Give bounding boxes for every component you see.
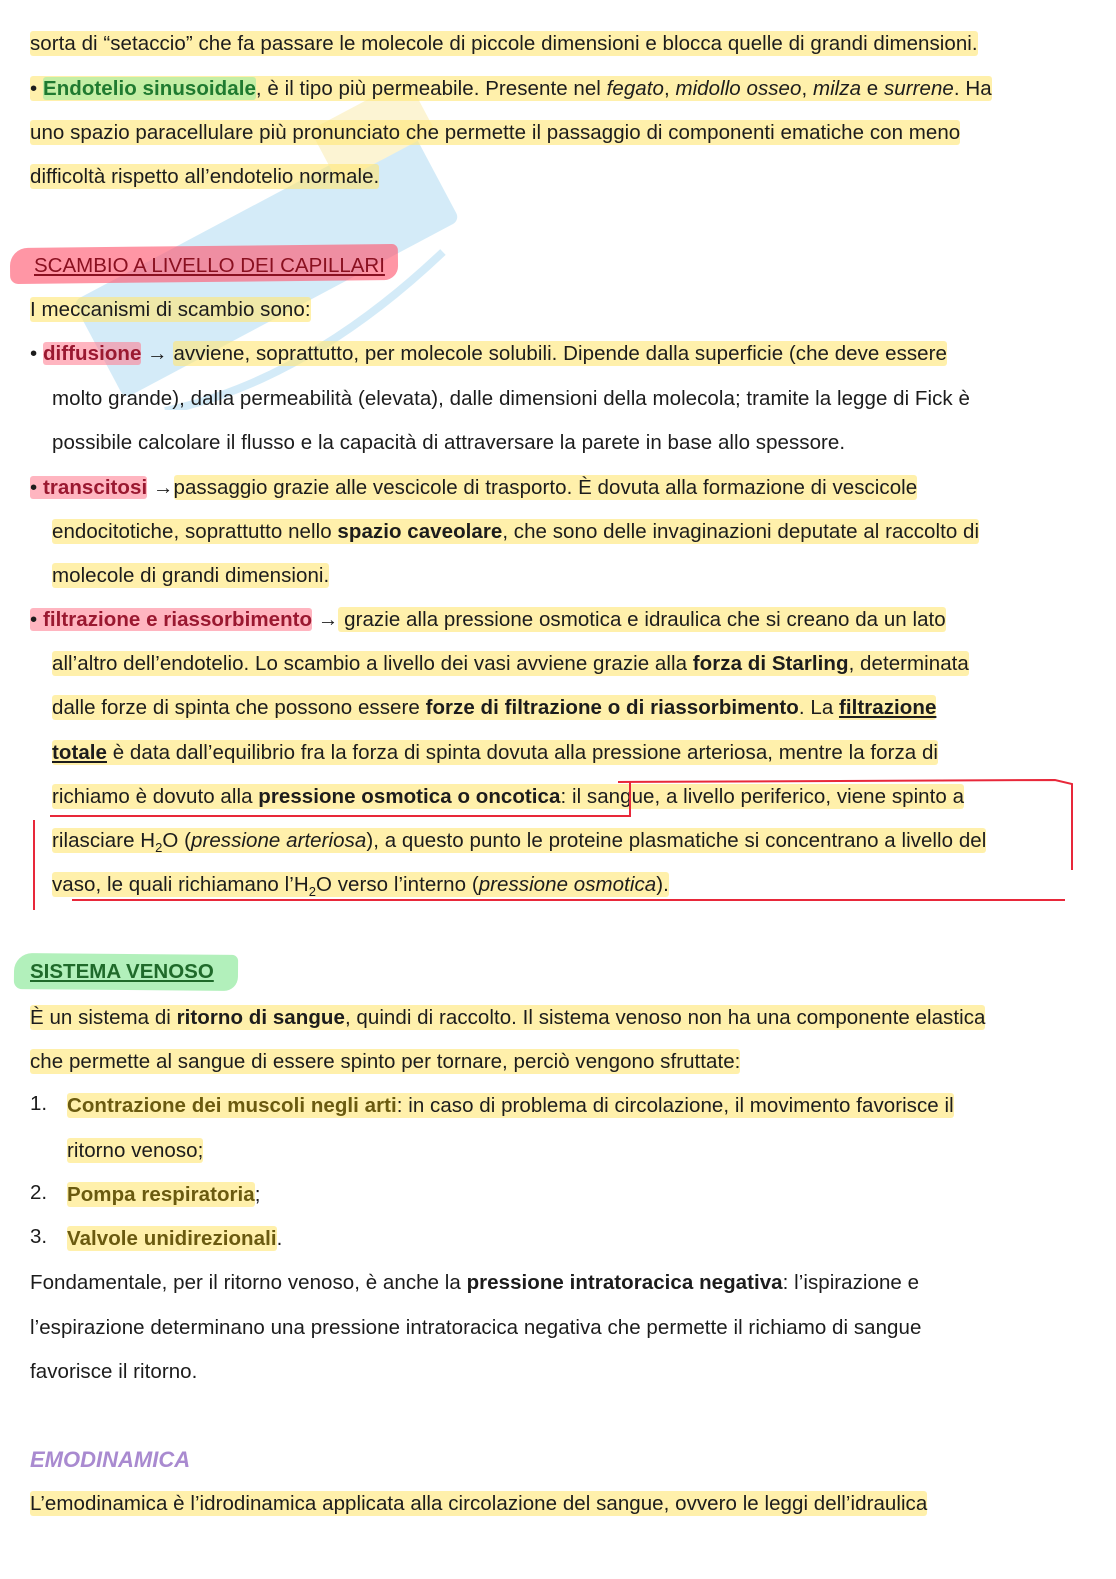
list-number-1: 1. (30, 1092, 48, 1115)
bullet-dot: • (30, 77, 43, 100)
scambio-intro: I meccanismi di scambio sono: (30, 298, 311, 321)
venoso-line-1: È un sistema di ritorno di sangue, quindi di raccolto. Il sistema venoso non ha una componente elastica (30, 1006, 986, 1029)
filtrazione-term: filtrazione e riassorbimento (42, 608, 313, 631)
arrow-icon: → (147, 342, 168, 365)
intro-line-4: difficoltà rispetto all’endotelio normale. (30, 165, 380, 188)
bullet-dot: • (30, 608, 43, 631)
intro-line-1: sorta di “setaccio” che fa passare le molecole di piccole dimensioni e blocca quelle di grandi dimensioni. (30, 32, 978, 55)
venoso-item-1: Contrazione dei muscoli negli arti: in caso di problema di circolazione, il movimento favorisce il (67, 1094, 954, 1117)
section-heading-emodinamica: EMODINAMICA (30, 1447, 191, 1472)
filtrazione-line-4: totale è data dall’equilibrio fra la forza di spinta dovuta alla pressione arteriosa, mentre la forza di (52, 741, 939, 764)
emodinamica-line-1: L’emodinamica è l’idrodinamica applicata alla circolazione del sangue, ovvero le leggi dell’idraulica (30, 1492, 928, 1515)
intro-line-2: • Endotelio sinusoidale, è il tipo più permeabile. Presente nel fegato, midollo osseo, milza e surrene. Ha (30, 77, 992, 100)
diffusione-line-2: molto grande), dalla permeabilità (elevata), dalle dimensioni della molecola; tramite la legge di Fick è (52, 387, 970, 410)
filtrazione-line-2: all’altro dell’endotelio. Lo scambio a livello dei vasi avviene grazie alla forza di Starling, determinata (52, 652, 969, 675)
intro-line-3: uno spazio paracellulare più pronunciato che permette il passaggio di componenti ematiche con meno (30, 121, 961, 144)
spazio-caveolare-term: spazio caveolare (337, 520, 503, 543)
venoso-item-3: Valvole unidirezionali. (67, 1227, 283, 1250)
bullet-dot: • (30, 342, 43, 365)
list-number-3: 3. (30, 1225, 48, 1248)
diffusione-term: diffusione (42, 342, 142, 365)
transcitosi-line-1: • transcitosi →passaggio grazie alle vescicole di trasporto. È dovuta alla formazione di vescicole (30, 476, 918, 499)
filtrazione-line-6: rilasciare $H_2O$ (pressione arteriosa), a questo punto le proteine plasmatiche si concentrano a livello del (52, 829, 987, 856)
diffusione-line-3: possibile calcolare il flusso e la capacità di attraversare la parete in base allo spessore. (52, 431, 846, 454)
list-number-2: 2. (30, 1181, 48, 1204)
diffusione-line-1: • diffusione → avviene, soprattutto, per molecole solubili. Dipende dalla superficie (che deve essere (30, 342, 947, 365)
transcitosi-line-2: endocitotiche, soprattutto nello spazio caveolare, che sono delle invaginazioni deputate al raccolto di (52, 520, 980, 543)
sinusoidal-term: Endotelio sinusoidale (42, 77, 256, 100)
venoso-item-2: Pompa respiratoria; (67, 1183, 261, 1206)
filtrazione-line-1: • filtrazione e riassorbimento → grazie alla pressione osmotica e idraulica che si creano da un lato (30, 608, 946, 631)
venoso-item-1-cont: ritorno venoso; (67, 1139, 204, 1162)
transcitosi-term: transcitosi (42, 476, 148, 499)
arrow-icon: → (317, 608, 339, 631)
venoso-footer-2: l’espirazione determinano una pressione intratoracica negativa che permette il richiamo di sangue (30, 1316, 922, 1339)
venoso-footer-3: favorisce il ritorno. (30, 1360, 198, 1383)
section-heading-venoso: SISTEMA VENOSO (30, 960, 214, 983)
filtrazione-line-5: richiamo è dovuto alla pressione osmotica o oncotica: il sangue, a livello periferico, viene spinto a (52, 785, 965, 808)
filtrazione-line-7: vaso, le quali richiamano $l’H_2O$ verso l’interno (pressione osmotica). (52, 873, 669, 900)
forza-starling-term: forza di Starling (692, 652, 849, 675)
arrow-icon: → (152, 476, 174, 499)
venoso-line-2: che permette al sangue di essere spinto per tornare, perciò vengono sfruttate: (30, 1050, 741, 1073)
filtrazione-line-3: dalle forze di spinta che possono essere forze di filtrazione o di riassorbimento. La filtrazione (52, 696, 937, 719)
section-heading-scambio: SCAMBIO A LIVELLO DEI CAPILLARI (34, 254, 385, 277)
venoso-footer-1: Fondamentale, per il ritorno venoso, è anche la pressione intratoracica negativa: l’ispirazione e (30, 1271, 920, 1294)
transcitosi-line-3: molecole di grandi dimensioni. (52, 564, 330, 587)
bullet-dot: • (30, 476, 43, 499)
